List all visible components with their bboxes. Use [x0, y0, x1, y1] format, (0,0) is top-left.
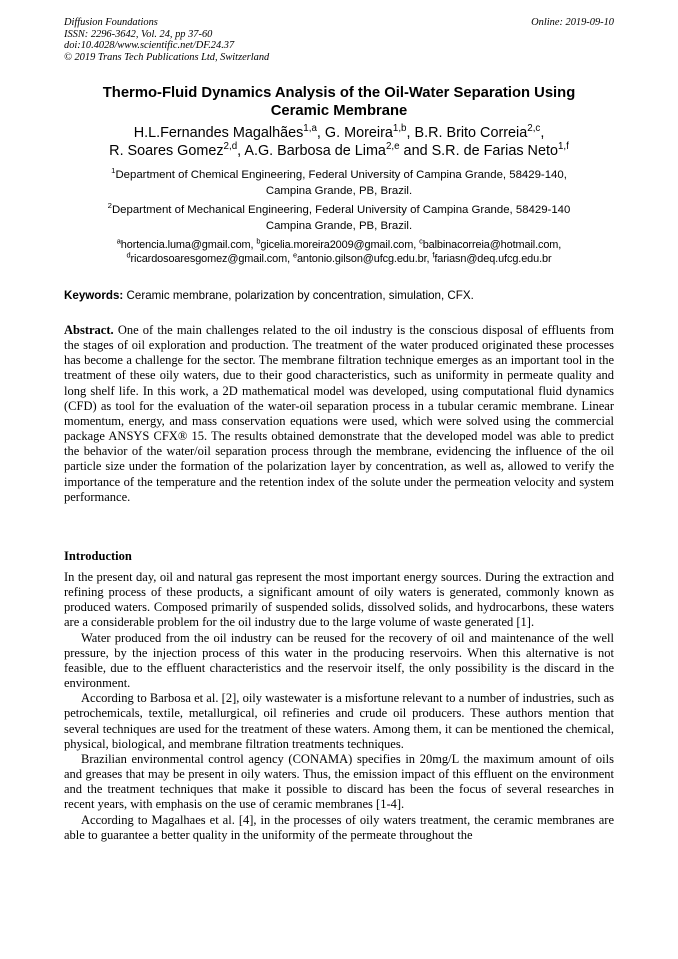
author-separator: ,	[406, 125, 415, 141]
author-separator: ,	[540, 125, 545, 141]
section-heading-introduction: Introduction	[64, 549, 132, 563]
author-name: H.L.Fernandes Magalhães	[133, 125, 304, 141]
author-separator: ,	[237, 143, 245, 160]
email-address[interactable]: ricardosoaresgomez@gmail.com	[130, 253, 288, 266]
intro-paragraph: Brazilian environmental control agency (CONAMA) specifies in 20mg/L the maximum amount of oils and greases that may be present in oily waters. Thus, the emission impact of this effluent on the environment and the treatment techniques that make it possible to discard has been the focus of several researches in recent years, with emphasis on the use of ceramic membranes [1-4].	[64, 751, 614, 812]
intro-paragraph: Water produced from the oil industry can be reused for the recovery of oil and maintenance of the well pressure, by the injection process of this water in the producing reservoirs. When this alternative is not feasible, due to the effluent characteristics and the reservoir itself, the only possibility is the discard in the environment.	[64, 630, 614, 691]
abstract	[64, 323, 614, 505]
email-address[interactable]: gicelia.moreira2009@gmail.com	[260, 239, 414, 251]
affiliation-2-line-2: Campina Grande, PB, Brazil.	[265, 219, 413, 232]
affiliation-1-line-2: Campina Grande, PB, Brazil.	[265, 184, 413, 197]
abstract-label: Abstract.	[64, 323, 114, 337]
introduction-body	[64, 570, 614, 843]
author-name: G. Moreira	[324, 125, 393, 141]
author-affiliation-marker: 1,b	[392, 123, 407, 135]
author-affiliation-marker: 2,e	[385, 141, 400, 153]
journal-name: Diffusion Foundations	[64, 17, 158, 28]
keywords-text: Ceramic membrane, polarization by concentration, simulation, CFX.	[126, 289, 474, 302]
email-marker: a	[116, 236, 121, 246]
author-separator: ,	[316, 125, 325, 141]
affiliation-2-text: Department of Mechanical Engineering, Federal University of Campina Grande, 58429-140	[111, 204, 571, 216]
paper-title-line-1: Thermo-Fluid Dynamics Analysis of the Oil-Water Separation Using	[102, 85, 576, 101]
email-separator: ,	[413, 239, 420, 251]
author-name: A.G. Barbosa de Lima	[244, 143, 386, 160]
keywords	[64, 288, 616, 303]
journal-issn: ISSN: 2296-3642, Vol. 24, pp 37-60	[64, 28, 213, 40]
journal-doi: doi:10.4028/www.scientific.net/DF.24.37	[64, 40, 235, 52]
affiliation-1	[72, 168, 606, 199]
journal-header	[64, 17, 269, 63]
affiliation-2-marker: 2	[107, 201, 112, 211]
online-date: Online: 2019-09-10	[531, 17, 614, 28]
email-line-1	[48, 238, 630, 252]
email-separator: ,	[558, 239, 562, 251]
intro-paragraph: According to Barbosa et al. [2], oily wastewater is a misfortune relevant to a number of industries, such as petrochemicals, textile, metallurgical, oil refineries and crude oil producers. These authors mention that several techniques are used for the treatment of these waters. Among them, it can be mentioned the chemical, physical, biological, and membrane filtration treatments techniques.	[64, 691, 614, 751]
email-line-2	[48, 252, 630, 266]
email-marker: c	[419, 236, 423, 246]
email-separator: ,	[287, 253, 293, 266]
email-address[interactable]: hortencia.luma@gmail.com	[120, 239, 251, 251]
author-line-1	[56, 124, 622, 142]
email-marker: d	[126, 250, 131, 260]
email-separator: ,	[426, 253, 433, 266]
email-marker: e	[292, 250, 297, 260]
email-marker: b	[256, 236, 261, 246]
author-affiliation-marker: 1,a	[303, 123, 317, 135]
author-name: R. Soares Gomez	[109, 143, 224, 160]
paper-title	[60, 84, 618, 120]
email-separator: ,	[250, 239, 257, 251]
intro-paragraph: In the present day, oil and natural gas represent the most important energy sources. During the extraction and refining process of these products, a significant amount of oily waters is generated, commonly known as produced waters. Composed primarily of suspended solids, dissolved solids, and hydrocarbons, these waters are a considerable problem for the oil industry due to the large volume of waste generated [1].	[64, 570, 614, 630]
author-name: B.R. Brito Correia	[414, 125, 528, 141]
author-name: S.R. de Farias Neto	[431, 143, 558, 160]
author-emails	[48, 238, 630, 267]
author-affiliation-marker: 1,f	[557, 141, 569, 153]
affiliation-1-marker: 1	[111, 166, 116, 176]
abstract-text: One of the main challenges related to the oil industry is the conscious disposal of effluents from the stages of oil exploration and production. The treatment of the water produced originated these processes has become a challenge for the sector. The membrane filtration technique emerges as an important tool in the treatment of these oily waters, due to their good characteristics, such as uniformity in permeate quality and long shelf life. In this work, a 2D mathematical model was developed, using computational fluid dynamics (CFD) as tool for the evaluation of the water-oil separation process in a tubular ceramic membrane. Linear momentum, energy, and mass conservation equations were used, which were solved using the commercial package ANSYS CFX® 15. The results obtained demonstrate that the developed model was able to predict the behavior of the water/oil separation process through the membrane, evidencing the influence of the oil particle size under the formation of the polarization layer by concentration, as well as, allowed to verify the importance of the temperature and the retention index of the solute under the permeation velocity and system performance.	[64, 323, 614, 504]
affiliation-2	[72, 203, 606, 234]
paper-title-line-2: Ceramic Membrane	[270, 103, 408, 119]
affiliation-2-line-1	[72, 203, 606, 219]
author-line-2	[56, 142, 622, 160]
affiliation-1-text: Department of Chemical Engineering, Federal University of Campina Grande, 58429-140,	[115, 169, 567, 181]
keywords-label: Keywords:	[64, 289, 124, 302]
affiliation-1-line-1	[72, 168, 606, 184]
email-address[interactable]: antonio.gilson@ufcg.edu.br	[296, 253, 427, 266]
author-list	[56, 124, 622, 160]
email-marker: f	[432, 250, 435, 260]
email-address[interactable]: fariasn@deq.ufcg.edu.br	[434, 253, 552, 266]
journal-copyright: © 2019 Trans Tech Publications Ltd, Switzerland	[64, 51, 270, 63]
author-separator: and	[399, 143, 432, 160]
author-affiliation-marker: 2,d	[223, 141, 238, 153]
email-address[interactable]: balbinacorreia@hotmail.com	[422, 239, 559, 251]
intro-paragraph: According to Magalhaes et al. [4], in the processes of oily waters treatment, the ceramic membranes are able to guarantee a better quality in the uniformity of the permeate throughout the	[64, 812, 614, 842]
author-affiliation-marker: 2,c	[527, 123, 541, 135]
